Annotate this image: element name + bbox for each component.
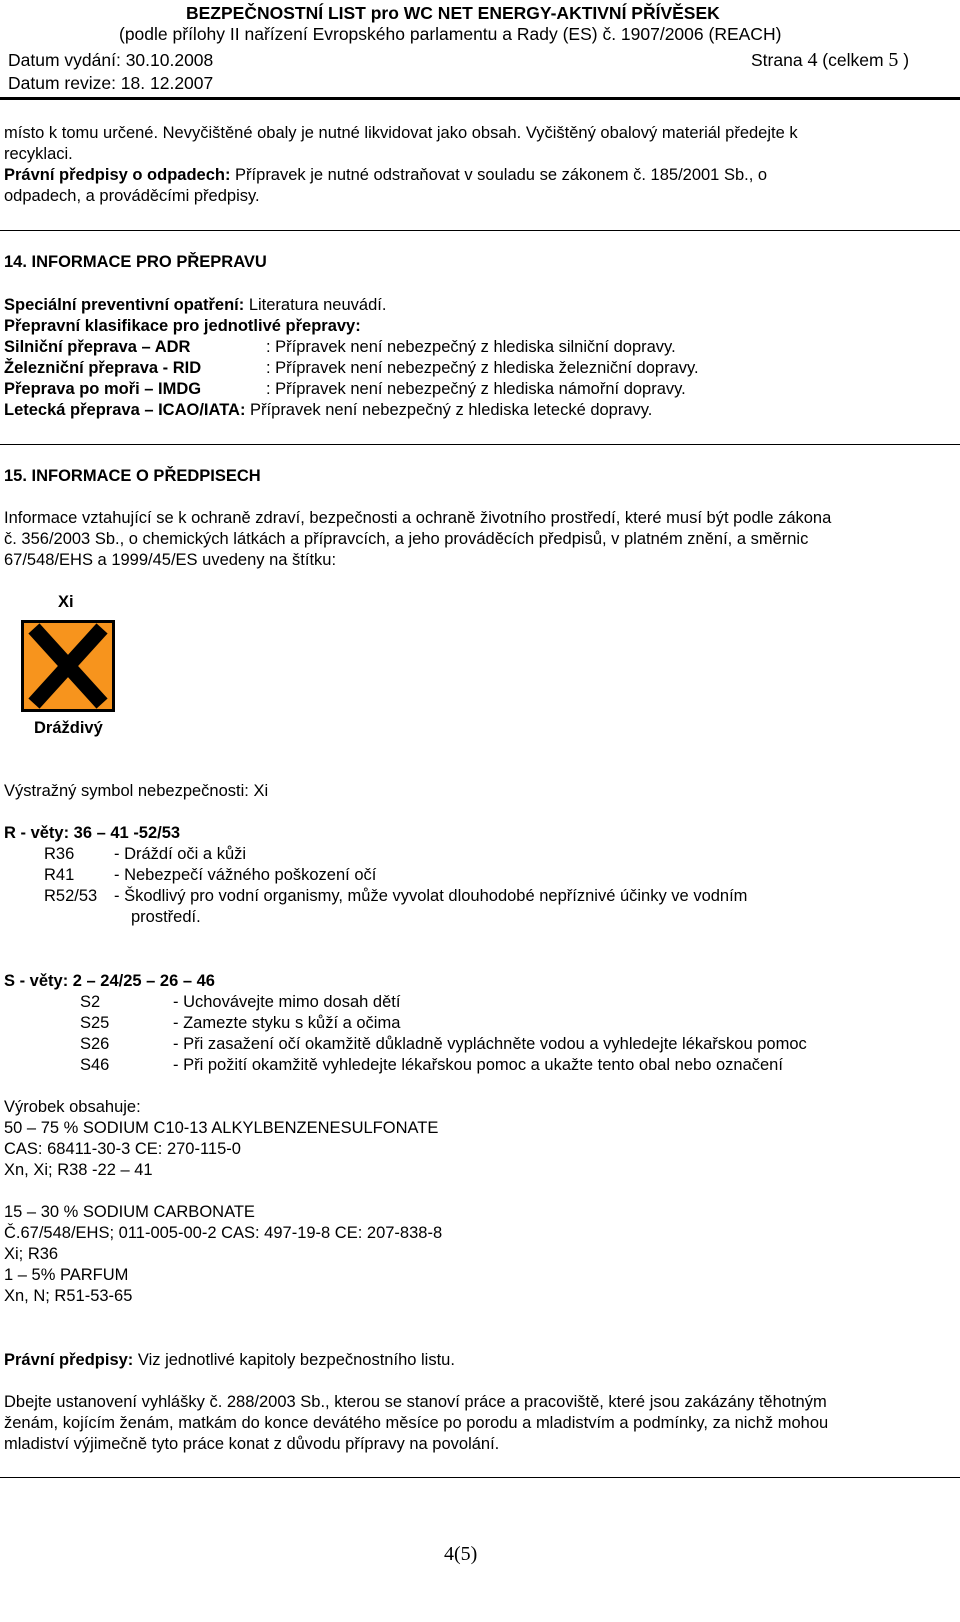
r-phrase-code: R41 <box>44 866 75 884</box>
section15-intro-line1: Informace vztahující se k ochraně zdraví, bezpečnosti a ochraně životního prostředí, které musí být podle zákona <box>4 509 832 527</box>
s-phrase-code: S25 <box>80 1014 110 1032</box>
s-phrase-text: - Uchovávejte mimo dosah dětí <box>173 993 401 1011</box>
transport-row-value: : Přípravek není nebezpečný z hlediska silniční dopravy. <box>266 338 676 356</box>
r-phrase-text: - Škodlivý pro vodní organismy, může vyvolat dlouhodobé nepříznivé účinky ve vodním <box>114 887 748 905</box>
s-phrase-code: S2 <box>80 993 101 1011</box>
section15-heading: 15. INFORMACE O PŘEDPISECH <box>4 467 261 485</box>
page-suffix: ) <box>898 50 910 70</box>
transport-row-label: Železniční přeprava - RID <box>4 359 202 377</box>
section15-intro-line2: č. 356/2003 Sb., o chemických látkách a přípravcích, a jeho prováděcích předpisů, v platném znění, a směrnic <box>4 530 809 548</box>
hazard-symbol-name: Dráždivý <box>34 719 103 737</box>
irritant-x-icon <box>21 620 115 712</box>
r-phrases-heading: R - věty: 36 – 41 -52/53 <box>4 824 181 842</box>
transport-row-value: : Přípravek není nebezpečný z hlediska železniční dopravy. <box>266 359 699 377</box>
legal-regulations <box>4 1350 455 1371</box>
special-precautions <box>4 295 386 316</box>
footer-page-number: 4(5) <box>444 1543 478 1565</box>
page-middle: (celkem <box>817 50 889 70</box>
ingredient-line: Č.67/548/EHS; 011-005-00-2 CAS: 497-19-8 CE: 207-838-8 <box>4 1224 443 1242</box>
waste-legislation-text: Přípravek je nutné odstraňovat v souladu se zákonem č. 185/2001 Sb., o <box>230 166 768 184</box>
transport-classification-heading: Přepravní klasifikace pro jednotlivé přepravy: <box>4 317 361 335</box>
r-phrase-code: R36 <box>44 845 75 863</box>
ingredient-line: 1 – 5% PARFUM <box>4 1266 129 1284</box>
ingredient-line: 50 – 75 % SODIUM C10-13 ALKYLBENZENESULFONATE <box>4 1119 439 1137</box>
s-phrase-text: - Zamezte styku s kůží a očima <box>173 1014 401 1032</box>
s-phrase-code: S26 <box>80 1035 110 1053</box>
disposal-text-line2: recyklaci. <box>4 145 73 163</box>
issue-date: Datum vydání: 30.10.2008 <box>8 50 214 70</box>
waste-legislation <box>4 165 767 186</box>
special-precautions-label: Speciální preventivní opatření: <box>4 296 245 314</box>
air-transport-label: Letecká přeprava – ICAO/IATA: <box>4 401 246 419</box>
s-phrase-text: - Při požití okamžitě vyhledejte lékařskou pomoc a ukažte tento obal nebo označení <box>173 1056 783 1074</box>
ingredient-line: 15 – 30 % SODIUM CARBONATE <box>4 1203 255 1221</box>
legal-regulations-label: Právní předpisy: <box>4 1351 134 1369</box>
decree-line3: mladiství výjimečně tyto práce konat z důvodu přípravy na povolání. <box>4 1435 500 1453</box>
header-divider <box>0 97 960 100</box>
footer-divider <box>0 1477 960 1478</box>
document-subtitle: (podle přílohy II nařízení Evropského parlamentu a Rady (ES) č. 1907/2006 (REACH) <box>119 24 782 44</box>
special-precautions-value: Literatura neuvádí. <box>244 296 387 314</box>
disposal-text-line1: místo k tomu určené. Nevyčištěné obaly je nutné likvidovat jako obsah. Vyčištěný obalový materiál předejte k <box>4 124 798 142</box>
ingredient-line: Xn, Xi; R38 -22 – 41 <box>4 1161 153 1179</box>
transport-row-label: Silniční přeprava – ADR <box>4 338 191 356</box>
section15-intro-line3: 67/548/EHS a 1999/45/ES uvedeny na štítku: <box>4 551 337 569</box>
air-transport-value: Přípravek není nebezpečný z hlediska letecké dopravy. <box>245 401 653 419</box>
page-number: 4 <box>807 49 818 71</box>
section-divider <box>0 230 960 231</box>
page-prefix: Strana <box>751 50 808 70</box>
page-total: 5 <box>888 49 899 71</box>
waste-legislation-text2: odpadech, a prováděcími předpisy. <box>4 187 260 205</box>
hazard-symbol-code: Xi <box>58 593 74 611</box>
ingredient-line: Xi; R36 <box>4 1245 59 1263</box>
document-title: BEZPEČNOSTNÍ LIST pro WC NET ENERGY-AKTIVNÍ PŘÍVĚSEK <box>186 3 720 23</box>
ingredient-line: Xn, N; R51-53-65 <box>4 1287 133 1305</box>
waste-legislation-label: Právní předpisy o odpadech: <box>4 166 231 184</box>
section-divider <box>0 444 960 445</box>
r-phrase-text: - Nebezpečí vážného poškození očí <box>114 866 377 884</box>
r-phrase-text: - Dráždí oči a kůži <box>114 845 247 863</box>
ingredient-line: CAS: 68411-30-3 CE: 270-115-0 <box>4 1140 241 1158</box>
r-phrase-continuation: prostředí. <box>131 908 201 926</box>
legal-regulations-value: Viz jednotlivé kapitoly bezpečnostního listu. <box>133 1351 455 1369</box>
r-phrase-code: R52/53 <box>44 887 98 905</box>
contains-heading: Výrobek obsahuje: <box>4 1098 141 1116</box>
section14-heading: 14. INFORMACE PRO PŘEPRAVU <box>4 253 267 271</box>
decree-line2: ženám, kojícím ženám, matkám do konce devátého měsíce po porodu a mladistvím a podmínky, za nichž mohou <box>4 1414 829 1432</box>
revision-date: Datum revize: 18. 12.2007 <box>8 73 214 93</box>
transport-row-value: : Přípravek není nebezpečný z hlediska námořní dopravy. <box>266 380 686 398</box>
s-phrase-text: - Při zasažení očí okamžitě důkladně vypláchněte vodou a vyhledejte lékařskou pomoc <box>173 1035 807 1053</box>
transport-row-label: Přeprava po moři – IMDG <box>4 380 202 398</box>
s-phrases-heading: S - věty: 2 – 24/25 – 26 – 46 <box>4 972 215 990</box>
decree-line1: Dbejte ustanovení vyhlášky č. 288/2003 Sb., kterou se stanoví práce a pracoviště, které jsou zakázány těhotným <box>4 1393 827 1411</box>
air-transport <box>4 400 652 421</box>
s-phrase-code: S46 <box>80 1056 110 1074</box>
page-indicator <box>751 49 909 71</box>
warning-symbol-line: Výstražný symbol nebezpečnosti: Xi <box>4 782 269 800</box>
